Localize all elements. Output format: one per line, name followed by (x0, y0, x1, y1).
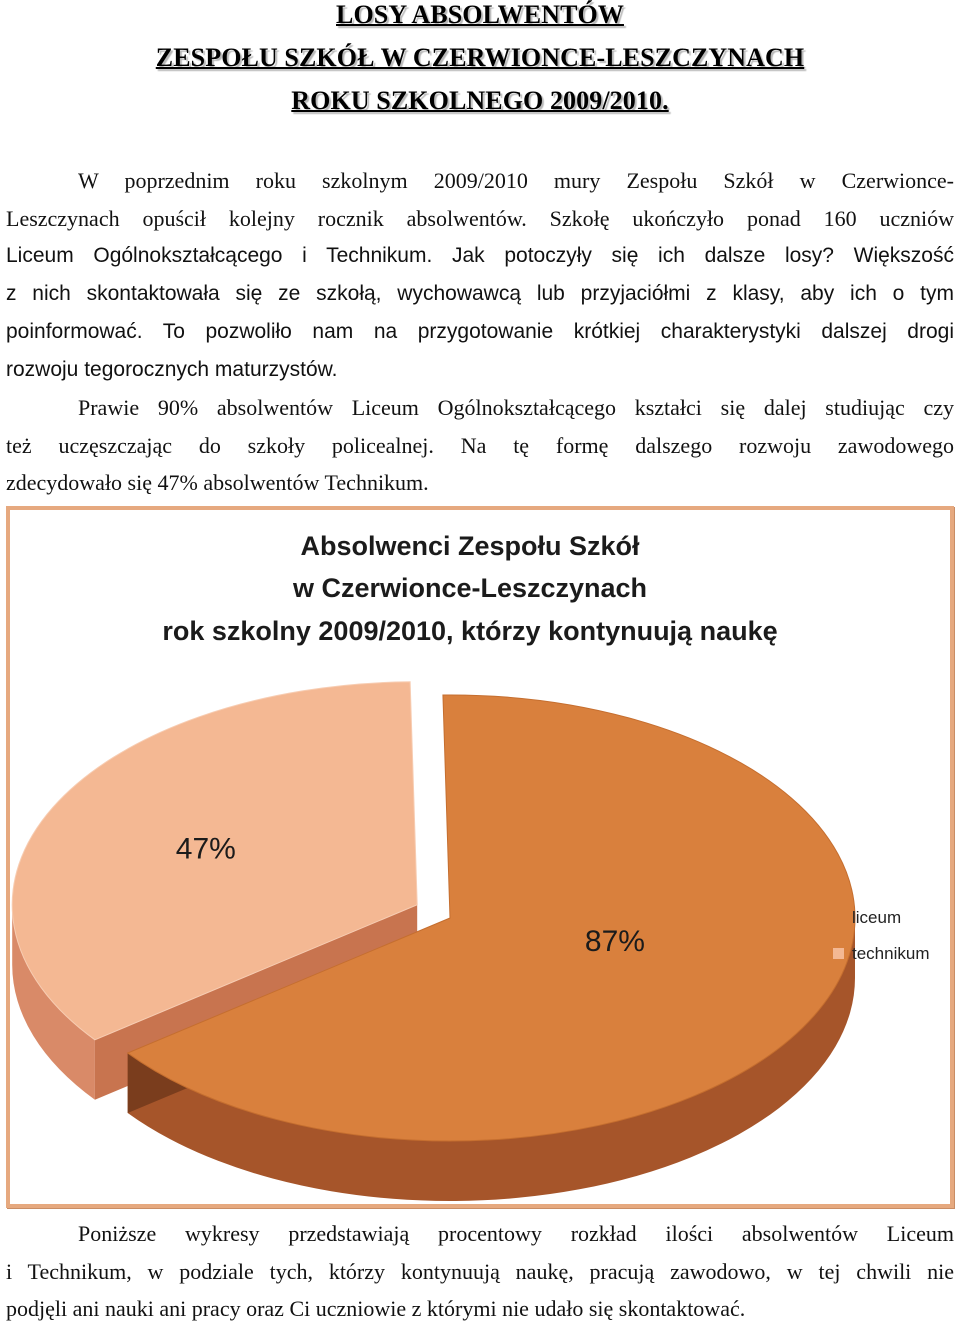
intro-line-4: z nich skontaktowała się ze szkołą, wychowawcą lub przyjaciółmi z klasy, aby ich o tym (6, 282, 954, 306)
para2-line-1: Prawie 90% absolwentów Liceum Ogólnokształcącego kształci się dalej studiując czy (78, 395, 954, 420)
doc-title-line-2: ZESPOŁU SZKÓŁ W CZERWIONCE-LESZCZYNACH (155, 43, 805, 72)
doc-title-line-1: LOSY ABSOLWENTÓW (336, 0, 624, 29)
pie-chart (10, 510, 950, 1204)
intro-line-3: Liceum Ogólnokształcącego i Technikum. Jak potoczyły się ich dalsze losy? Większość (6, 244, 954, 268)
para2-line-2: też uczęszczając do szkoły policealnej. Na tę formę dalszego rozwoju zawodowego (6, 432, 954, 458)
chart-title-line-1: Absolwenci Zespołu Szkół (300, 531, 640, 561)
legend-swatch-technikum (833, 948, 844, 959)
pie-chart-frame (6, 506, 954, 1208)
outro-line-1: Poniższe wykresy przedstawiają procentowy rozkład ilości absolwentów Liceum (78, 1221, 954, 1246)
para2-line-3: zdecydowało się 47% absolwentów Technikum. (6, 470, 429, 496)
data-label-liceum: 87% (584, 924, 645, 958)
outro-line-2: i Technikum, w podziale tych, którzy kontynuują naukę, pracują zawodowo, w tej chwili nie (6, 1258, 954, 1284)
data-label-technikum: 47% (175, 832, 236, 866)
intro-line-6: rozwoju tegorocznych maturzystów. (6, 357, 338, 381)
legend-label-liceum: liceum (852, 908, 902, 927)
outro-paragraph (6, 1215, 954, 1328)
outro-line-3: podjęli ani nauki ani pracy oraz Ci uczniowie z którymi nie udało się skontaktować. (6, 1296, 746, 1322)
intro-line-5: poinformować. To pozwoliło nam na przygotowanie krótkiej charakterystyki dalszej drogi (6, 319, 954, 343)
legend-label-technikum: technikum (852, 944, 930, 963)
intro-paragraph (6, 162, 954, 388)
intro-line-1: W poprzednim roku szkolnym 2009/2010 mury Zespołu Szkół w Czerwionce- (78, 168, 954, 193)
chart-title-line-3: rok szkolny 2009/2010, którzy kontynuują naukę (162, 616, 778, 646)
pie-slices (12, 682, 855, 1201)
chart-title-line-2: w Czerwionce-Leszczynach (292, 573, 648, 603)
legend-swatch-liceum (833, 912, 844, 923)
doc-title-line-3: ROKU SZKOLNEGO 2009/2010. (291, 86, 669, 115)
second-paragraph (6, 389, 954, 502)
intro-line-2: Leszczynach opuścił kolejny rocznik absolwentów. Szkołę ukończyło ponad 160 uczniów (6, 205, 954, 231)
